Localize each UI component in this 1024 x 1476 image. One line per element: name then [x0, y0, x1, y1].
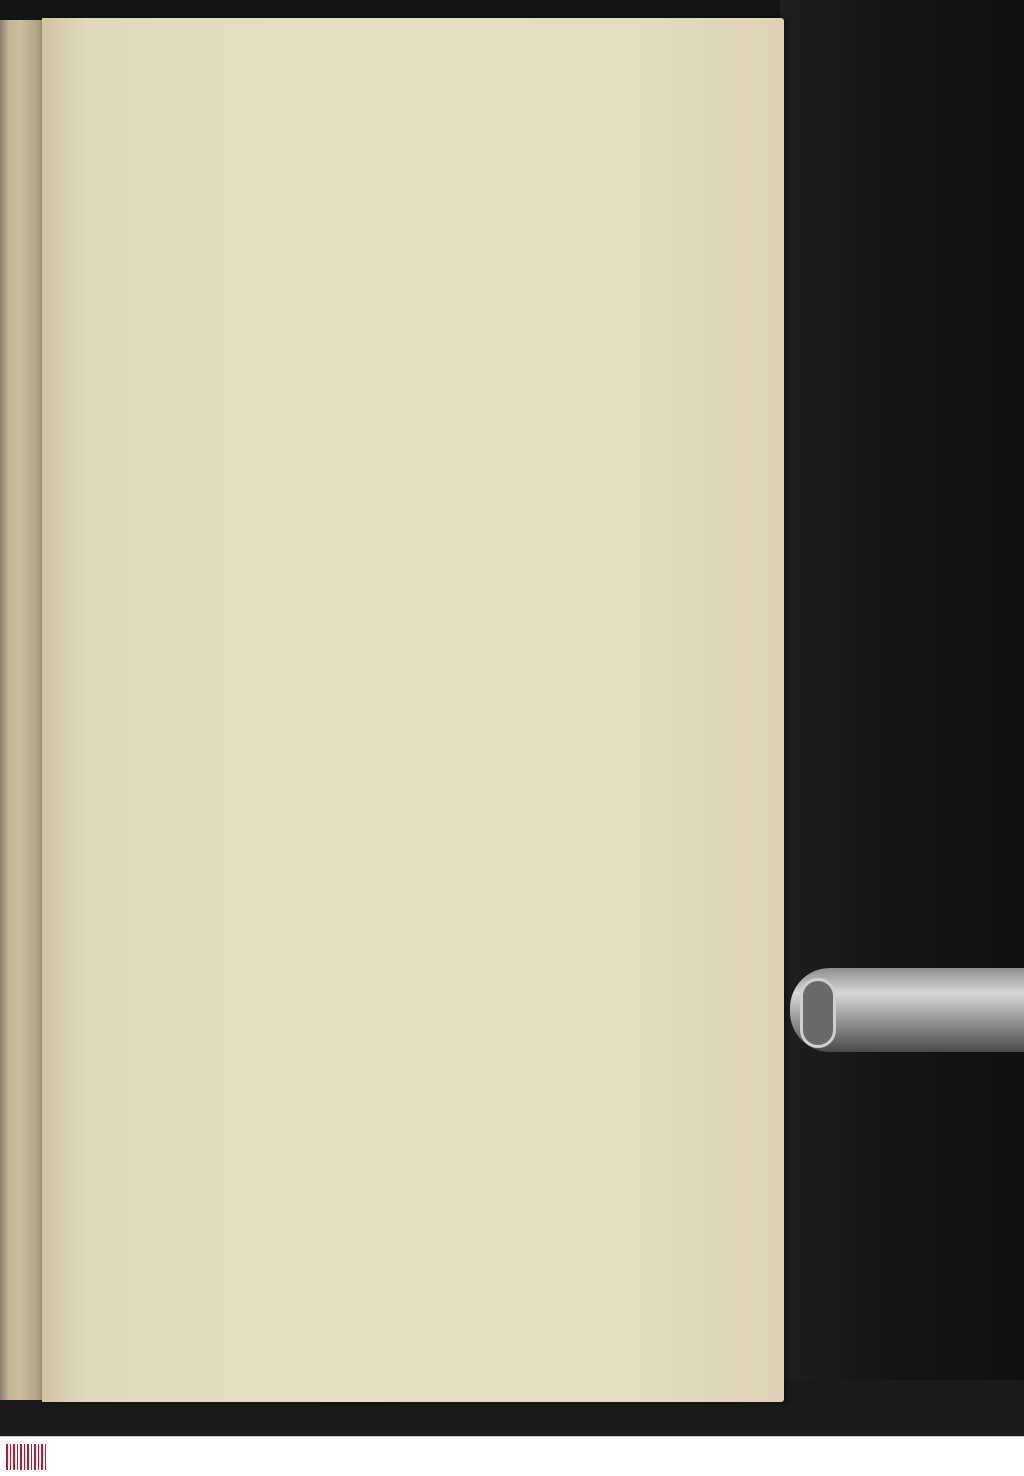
book-page: [42, 18, 784, 1402]
background-right: [780, 0, 1024, 1436]
left-neighbour-page: [0, 20, 44, 1400]
viewer-footer: [0, 1436, 1024, 1476]
book-edge: [0, 20, 10, 1400]
strap-slot: [800, 978, 836, 1048]
hab-logo-icon: [6, 1444, 46, 1470]
